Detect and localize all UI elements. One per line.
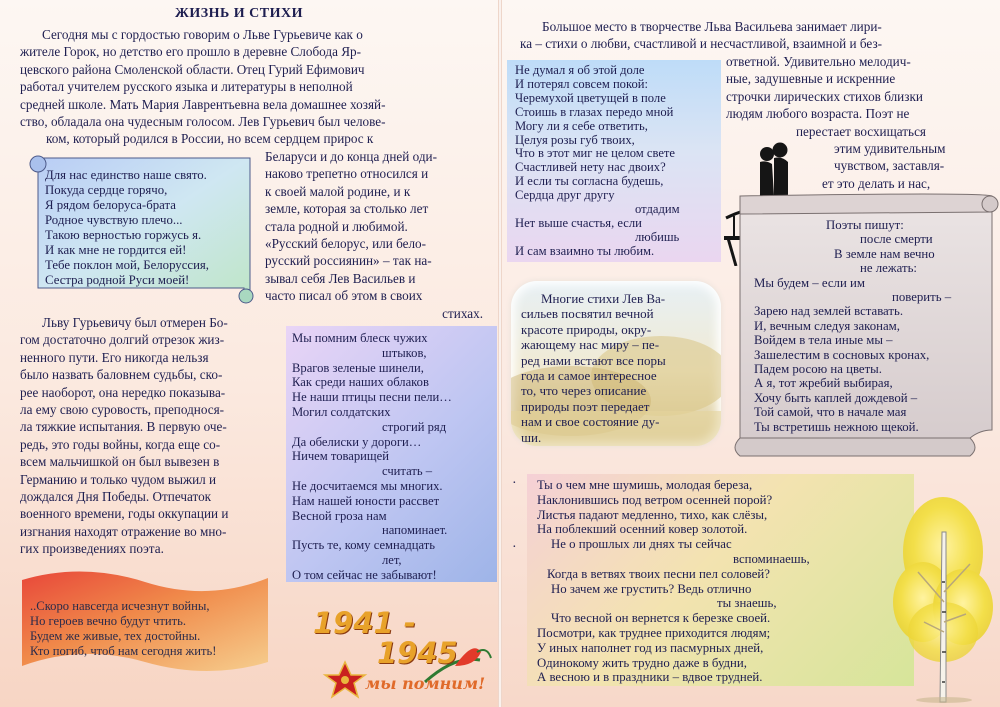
poem-line: Что в этот миг не целом свете [515, 146, 676, 161]
poem-line: Но героев вечно будут чтить. [30, 614, 186, 628]
text-line: сильев посвятил вечной [521, 306, 654, 322]
poem-line: Зарею над землей вставать. [754, 304, 904, 319]
text-line: цевского района Смоленской области. Отец Гурий Ефимович [20, 61, 365, 77]
page-fold [498, 0, 502, 707]
fate-paragraph [20, 314, 278, 558]
poem-line: напоминает. [382, 523, 448, 538]
wars-poem-flag [20, 570, 270, 673]
poem-line: И как мне не гордится ей! [45, 243, 187, 257]
text-line: года и самое интересное [521, 368, 657, 384]
poem-line: не лежать: [860, 261, 917, 276]
poem-line: И сам взаимно ты любим. [515, 243, 655, 258]
poem-line: Но зачем же грустить? Ведь отлично [551, 581, 752, 596]
poem-line: Сестра родной Руси моей! [45, 273, 190, 287]
text-line: часто писал об этом в своих [265, 288, 423, 304]
poem-line: Для нас единство наше свято. [45, 168, 207, 182]
text-line: Льву Гурьевичу был отмерен Бо- [42, 315, 228, 330]
text-line: жающему нас миру – пе- [521, 337, 660, 353]
text-line: гом достаточно долгий отрезок жиз- [20, 332, 225, 348]
poem-line: Ничем товарищей [292, 449, 389, 464]
poem-line: Не думал я об этой доле [515, 63, 645, 77]
text-line: то, что через описание [521, 383, 647, 399]
poem-line: вспоминаешь, [733, 551, 810, 566]
poem-line: Как среди наших облаков [292, 375, 429, 390]
text-line: гих произведениях поэта. [20, 541, 164, 557]
poem-line: Такою верностью горжусь я. [45, 228, 202, 242]
poem-line: Нет выше счастья, если [515, 215, 642, 230]
text-line: земле, которая за столько лет [265, 201, 429, 217]
poem-line: Той самой, что в начале мая [754, 405, 907, 420]
poem-line: Да обелиски у дороги… [292, 434, 422, 449]
poem-line: А я, тот жребий выбирая, [754, 376, 893, 391]
article-title: ЖИЗНЬ И СТИХИ [175, 6, 303, 21]
memory-poem-box [286, 326, 497, 582]
poem-line: Врагов зеленые шинели, [292, 360, 424, 375]
poem-line: Посмотри, как труднее приходится людям; [537, 625, 771, 640]
text-line: работал учителем русского языка и литературы в неполной [20, 79, 353, 95]
poem-line: строгий ряд [382, 419, 447, 434]
text-line: красоте природы, окру- [521, 321, 652, 337]
poem-line: Хочу быть каплей дождевой – [754, 390, 918, 405]
poem-line: считать – [382, 464, 433, 479]
text-line: ненного пути. Его никогда нельзя [20, 349, 209, 365]
poem-line: Покуда сердце горячо, [45, 183, 168, 197]
poem-line: Мы помним блеск чужих [292, 331, 428, 345]
text-line: было назвать баловнем судьбы, ско- [20, 367, 223, 383]
birch-poem-box [527, 474, 914, 686]
text-line: этим удивительным [834, 141, 946, 157]
bullet-mark: · [512, 476, 517, 491]
text-line: ред нами встают все поры [521, 352, 666, 368]
text-line: изгнания находят отражение во мно- [20, 523, 227, 539]
poem-line: Когда в ветвях твоих песни пел соловей? [547, 566, 770, 581]
text-line: дождался Дня Победы. Отпечаток [20, 489, 212, 505]
poem-line: Не о прошлых ли днях ты сейчас [551, 537, 732, 552]
love-poem [515, 64, 680, 259]
poem-line: И потерял совсем покой: [515, 76, 648, 91]
text-line: Большое место в творчестве Льва Васильева занимает лири- [542, 19, 882, 34]
text-line: стала родной и любимой. [265, 218, 408, 234]
poem-line: Тебе поклон мой, Белоруссия, [45, 258, 210, 272]
text-line: нам и свое состояние ду- [521, 414, 660, 430]
text-line: ком, который родился в России, но всем сердцем прирос к [46, 131, 374, 147]
belarus-poem-scroll [28, 150, 260, 300]
text-line: «Русский белорус, или бело- [265, 236, 427, 252]
text-line: Германию и только чудом выжил и [20, 471, 217, 487]
text-line: Многие стихи Лев Ва- [541, 291, 666, 306]
poem-line: Родное чувствую плечо... [45, 213, 183, 227]
poem-line: Ты о чем мне шумишь, молодая береза, [537, 478, 753, 492]
text-line: всем мальчишкой он был вывезен в [20, 454, 220, 470]
text-line: к своей малой родине, и к [265, 183, 411, 199]
poem-line: Зашелестим в сосновых кронах, [754, 347, 930, 362]
love-poem-box [507, 60, 721, 262]
poem-line: Я рядом белоруса-брата [45, 198, 176, 212]
text-line: чувством, заставля- [834, 158, 945, 174]
text-line: людям любого возраста. Поэт не [726, 106, 910, 122]
poem-line: Кто погиб, чтоб нам сегодня жить! [30, 644, 217, 658]
nature-paragraph-box [511, 281, 721, 446]
text-line: перестает восхищаться [796, 123, 926, 139]
poem-line: Счастливей нету нас двоих? [515, 160, 666, 175]
text-line: Сегодня мы с гордостью говорим о Льве Гурьевиче как о [42, 27, 363, 42]
poem-line: штыков, [382, 345, 427, 360]
poem-line: лет, [382, 552, 402, 567]
text-line: стихах. [442, 305, 483, 321]
poem-line: В земле нам вечно [834, 246, 935, 261]
text-line: наково трепетно относился и [265, 166, 429, 182]
emblem-slogan: мы помним! [365, 674, 486, 693]
poem-line: Листья падают медленно, тихо, как слёзы, [537, 507, 768, 522]
poem-line: поверить – [892, 290, 952, 305]
poem-line: после смерти [860, 232, 933, 247]
poem-line: Войдем в тела иные мы – [754, 333, 893, 348]
poem-line: Стоишь в глазах передо мной [515, 104, 674, 119]
text-line: строчки лирических стихов близки [726, 88, 923, 104]
text-line: ные, задушевные и искренние [726, 71, 896, 87]
lyric-intro-top [520, 18, 986, 53]
memory-poem [292, 331, 452, 583]
poem-line: Пусть те, кому семнадцать [292, 538, 436, 553]
after-death-poem-scroll [730, 192, 1000, 460]
poem-line: Не досчитаемся мы многих. [292, 478, 443, 493]
victory-emblem [305, 600, 495, 705]
poem-line: И если ты согласна будешь, [515, 174, 664, 189]
text-line: ка – стихи о любви, счастливой и несчастливой, взаимной и без- [520, 36, 883, 52]
wars-poem [30, 599, 216, 659]
poem-line: Весной гроза нам [292, 508, 387, 523]
poem-line: И, вечным следуя законам, [754, 318, 900, 333]
poem-line: На поблекший осенний ковер золотой. [537, 522, 748, 537]
after-death-poem [754, 218, 951, 434]
poem-line: Нам нашей юности рассвет [292, 493, 440, 508]
birch-poem [537, 478, 810, 685]
poem-line: Падем росою на цветы. [754, 362, 882, 377]
text-line: ши. [521, 429, 542, 445]
poem-line: Мы будем – если им [754, 275, 865, 290]
nature-paragraph [521, 291, 713, 445]
text-line: рее наоборот, она нередко показыва- [20, 384, 226, 400]
text-line: Беларуси и до конца дней оди- [265, 149, 437, 164]
poem-line: Наклонившись под ветром осенней порой? [537, 492, 773, 507]
poem-line: Что весной он вернется к березке своей. [551, 611, 771, 626]
poem-line: Одинокому жить трудно даже в будни, [537, 655, 747, 670]
year-start: 1941 - [313, 606, 416, 640]
poem-line: А весною и в праздники – вдвое трудней. [537, 670, 763, 685]
text-line: природы поэт передает [521, 398, 650, 414]
text-line: военного времени, годы оккупации и [20, 506, 229, 522]
poem-line: Могу ли я себе ответить, [515, 118, 648, 133]
text-line: ет это делать и нас, [822, 175, 931, 191]
text-line: ла тяжкие испытания. В первую оче- [20, 419, 227, 435]
wrap-paragraph [265, 148, 483, 322]
poem-line: Целуя розы губ твоих, [515, 132, 635, 147]
poem-line: Не наши птицы песни пели… [292, 390, 452, 405]
text-line: русский россиянин» – так на- [265, 253, 432, 269]
poem-line: отдадим [635, 202, 680, 217]
poem-line: любишь [635, 229, 680, 244]
poem-line: Будем же живые, тех достойны. [30, 629, 201, 643]
poem-line: Ты встретишь нежною щекой. [754, 419, 919, 434]
poem-line: Поэты пишут: [826, 218, 904, 232]
poem-line: Черемухой цветущей в поле [515, 90, 666, 105]
text-line: ство, обладала она чудесным голосом. Лев Гурьевич был челове- [20, 114, 386, 130]
text-line: ла ему свою суровость, преподнося- [20, 402, 225, 418]
text-line: зывал себя Лев Васильев и [265, 270, 416, 286]
intro-paragraph [20, 26, 482, 148]
belarus-poem [45, 168, 209, 288]
poem-line: У иных наполнет год из пасмурных дней, [537, 640, 764, 655]
poem-line: ты знаешь, [717, 596, 777, 611]
text-line: редь, это годы войны, когда еще со- [20, 436, 221, 452]
text-line: средней школе. Мать Мария Лаврентьевна вела домашнее хозяй- [20, 96, 386, 112]
birch-tree-illustration [888, 492, 998, 704]
poem-line: Могил солдатских [292, 404, 391, 419]
poem-line: Сердца друг другу [515, 188, 615, 203]
bullet-mark: · [512, 540, 517, 555]
text-line: ответной. Удивительно мелодич- [726, 54, 911, 69]
poem-line: О том сейчас не забывают! [292, 567, 437, 582]
poem-line: ..Скоро навсегда исчезнут войны, [30, 599, 210, 613]
text-line: жителе Горок, но детство его прошло в деревне Слобода Яр- [20, 44, 362, 60]
year-end: 1945 [377, 636, 458, 670]
